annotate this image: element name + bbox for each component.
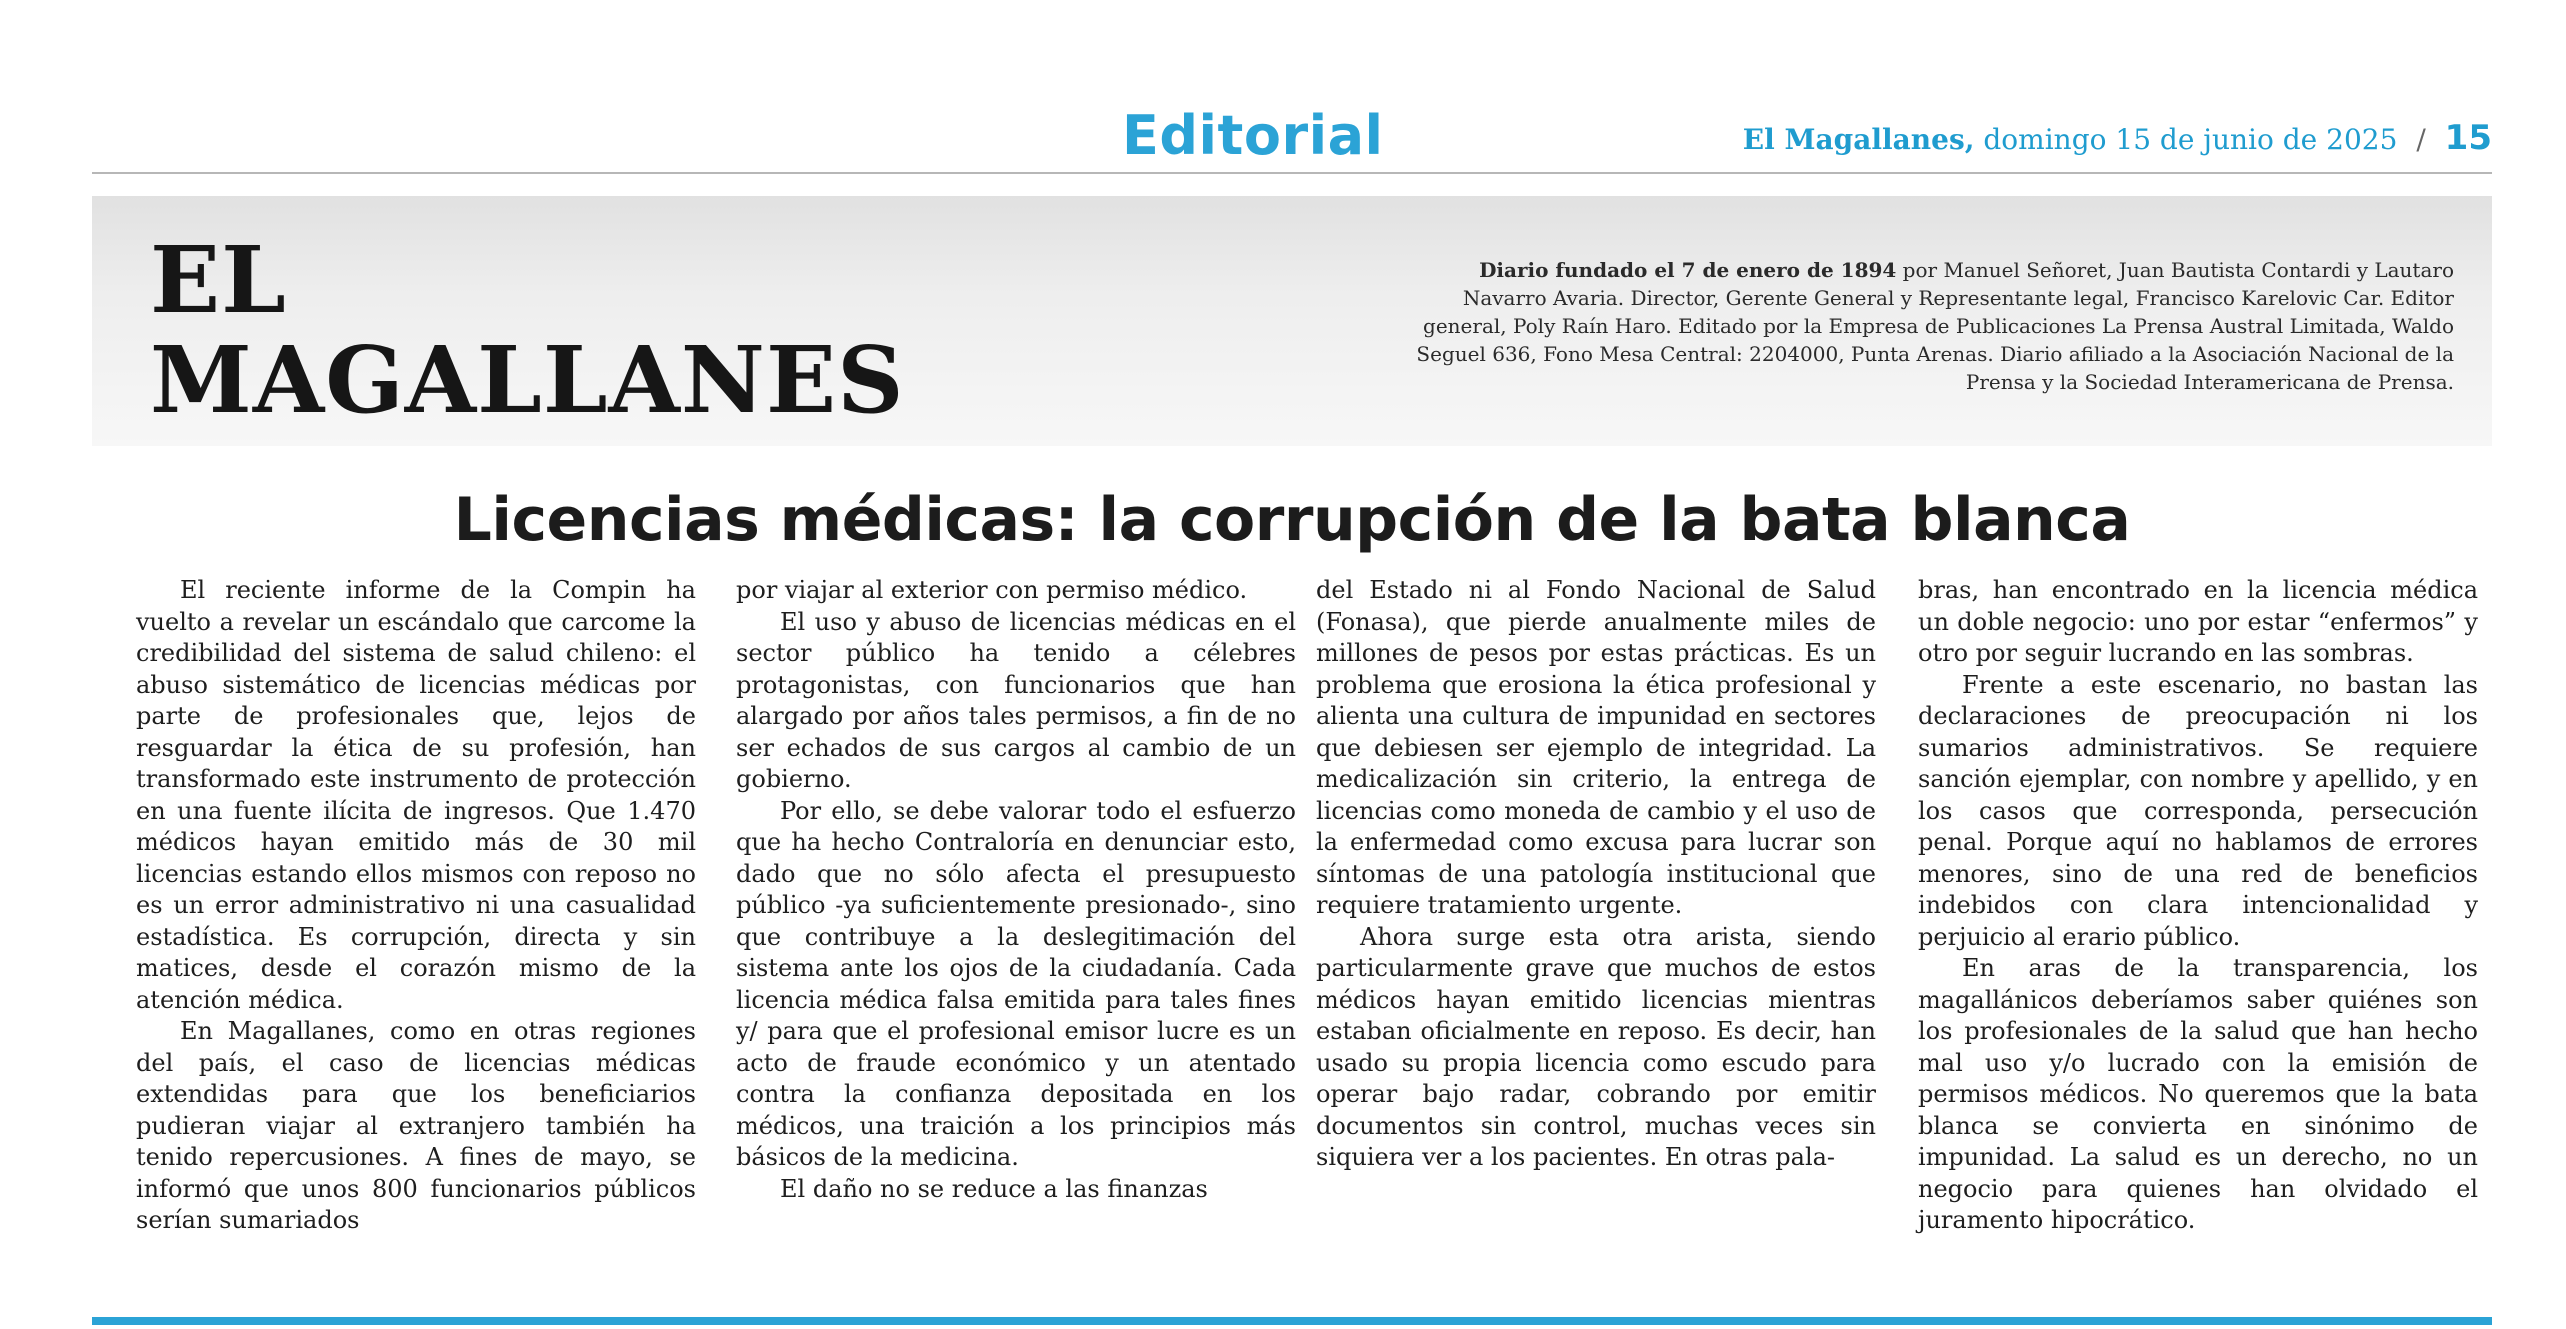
issue-info: [1743, 118, 2492, 158]
paragraph: El daño no se reduce a las finanzas: [780, 1174, 1208, 1203]
masthead-line-2: MAGALLANES: [150, 326, 905, 434]
masthead-line-1: EL: [150, 226, 287, 334]
page-header: [92, 96, 2492, 178]
paper-name: El Magallanes,: [1742, 123, 1975, 156]
paragraph: bras, han encontrado en la licencia médica un doble negocio: uno por estar “enfermos” y otro por seguir lucrando en las sombras.: [1918, 576, 2478, 667]
paragraph: En Magallanes, como en otras regiones del país, el caso de licencias médicas extendidas para que los beneficiarios pudieran viajar al extranjero también ha tenido repercusiones. A fines de mayo, se informó que unos 800 funcionarios públicos serían sumariados: [136, 1017, 696, 1234]
article-body: [92, 575, 2492, 1295]
credits-block: [1394, 256, 2454, 396]
paragraph: En aras de la transparencia, los magallánicos deberíamos saber quiénes son los profesionales de la salud que han hecho mal uso y/o lucrado con la emisión de permisos médicos. No queremos que la bata blanca se convierta en sinónimo de impunidad. La salud es un derecho, no un negocio para quienes han olvidado el juramento hipocrático.: [1918, 954, 2478, 1234]
article-column-1: [136, 575, 696, 1237]
credits-text: por Manuel Señoret, Juan Bautista Contardi y Lautaro Navarro Avaria. Director, Gerente General y Representante legal, Francisco Karelovic Car. Editor general, Poly Raín Haro. Editado por la Empresa de Publicaciones La Prensa Austral Limitada, Waldo Seguel 636, Fono Mesa Central: 2204000, Punta Arenas. Diario afiliado a la Asociación Nacional de la Prensa y la Sociedad Interamericana de Prensa.: [1416, 258, 2454, 394]
header-separator: /: [2416, 123, 2426, 156]
credits-founded: Diario fundado el 7 de enero de 1894: [1479, 258, 1897, 282]
masthead: [150, 226, 905, 434]
header-rule: [92, 172, 2492, 174]
paragraph: del Estado ni al Fondo Nacional de Salud (Fonasa), que pierde anualmente miles de millones de pesos por estas prácticas. Es un problema que erosiona la ética profesional y alienta una cultura de impunidad en sectores que debiesen ser ejemplo de integridad. La medicalización sin criterio, la entrega de licencias como moneda de cambio y el uso de la enfermedad como excusa para lucrar son síntomas de una patología institucional que requiere tratamiento urgente.: [1316, 576, 1876, 919]
paragraph: por viajar al exterior con permiso médico.: [736, 576, 1248, 604]
section-label: Editorial: [1122, 104, 1384, 167]
paragraph: El uso y abuso de licencias médicas en el sector público ha tenido a célebres protagonistas, con funcionarios que han alargado por años tales permisos, a fin de no ser echados de sus cargos al cambio de un gobierno.: [736, 607, 1296, 793]
article-column-4: [1918, 575, 2478, 1237]
issue-date: domingo 15 de junio de 2025: [1983, 123, 2398, 156]
page-number: 15: [2444, 118, 2492, 158]
article-column-3: [1316, 575, 1876, 1174]
paragraph: El reciente informe de la Compin ha vuelto a revelar un escándalo que carcome la credibilidad del sistema de salud chileno: el abuso sistemático de licencias médicas por parte de profesionales que, lejos de resguardar la ética de su profesión, han transformado este instrumento de protección en una fuente ilícita de ingresos. Que 1.470 médicos hayan emitido más de 30 mil licencias estando ellos mismos con reposo no es un error administrativo ni una casualidad estadística. Es corrupción, directa y sin matices, desde el corazón mismo de la atención médica.: [136, 576, 696, 1014]
article-column-2: [736, 575, 1296, 1205]
footer-rule: [92, 1317, 2492, 1325]
paragraph: Ahora surge esta otra arista, siendo particularmente grave que muchos de estos médicos hayan emitido licencias mientras estaban oficialmente en reposo. Es decir, han usado su propia licencia como escudo para operar bajo radar, cobrando por emitir documentos sin control, muchas veces sin siquiera ver a los pacientes. En otras pala-: [1316, 922, 1876, 1171]
article-headline: Licencias médicas: la corrupción de la bata blanca: [453, 485, 2131, 555]
paragraph: Por ello, se debe valorar todo el esfuerzo que ha hecho Contraloría en denunciar esto, dado que no sólo afecta el presupuesto público -ya suficientemente presionado-, sino que contribuye a la deslegitimación del sistema ante los ojos de la ciudadanía. Cada licencia médica falsa emitida para tales fines y/ para que el profesional emisor lucre es un acto de fraude económico y un atentado contra la confianza depositada en los médicos, una traición a los principios más básicos de la medicina.: [736, 796, 1296, 1171]
paragraph: Frente a este escenario, no bastan las declaraciones de preocupación ni los sumarios administrativos. Se requiere sanción ejemplar, con nombre y apellido, y en los casos que corresponda, persecución penal. Porque aquí no hablamos de errores menores, sino de una red de beneficios indebidos con clara intencionalidad y perjuicio al erario público.: [1918, 670, 2478, 951]
